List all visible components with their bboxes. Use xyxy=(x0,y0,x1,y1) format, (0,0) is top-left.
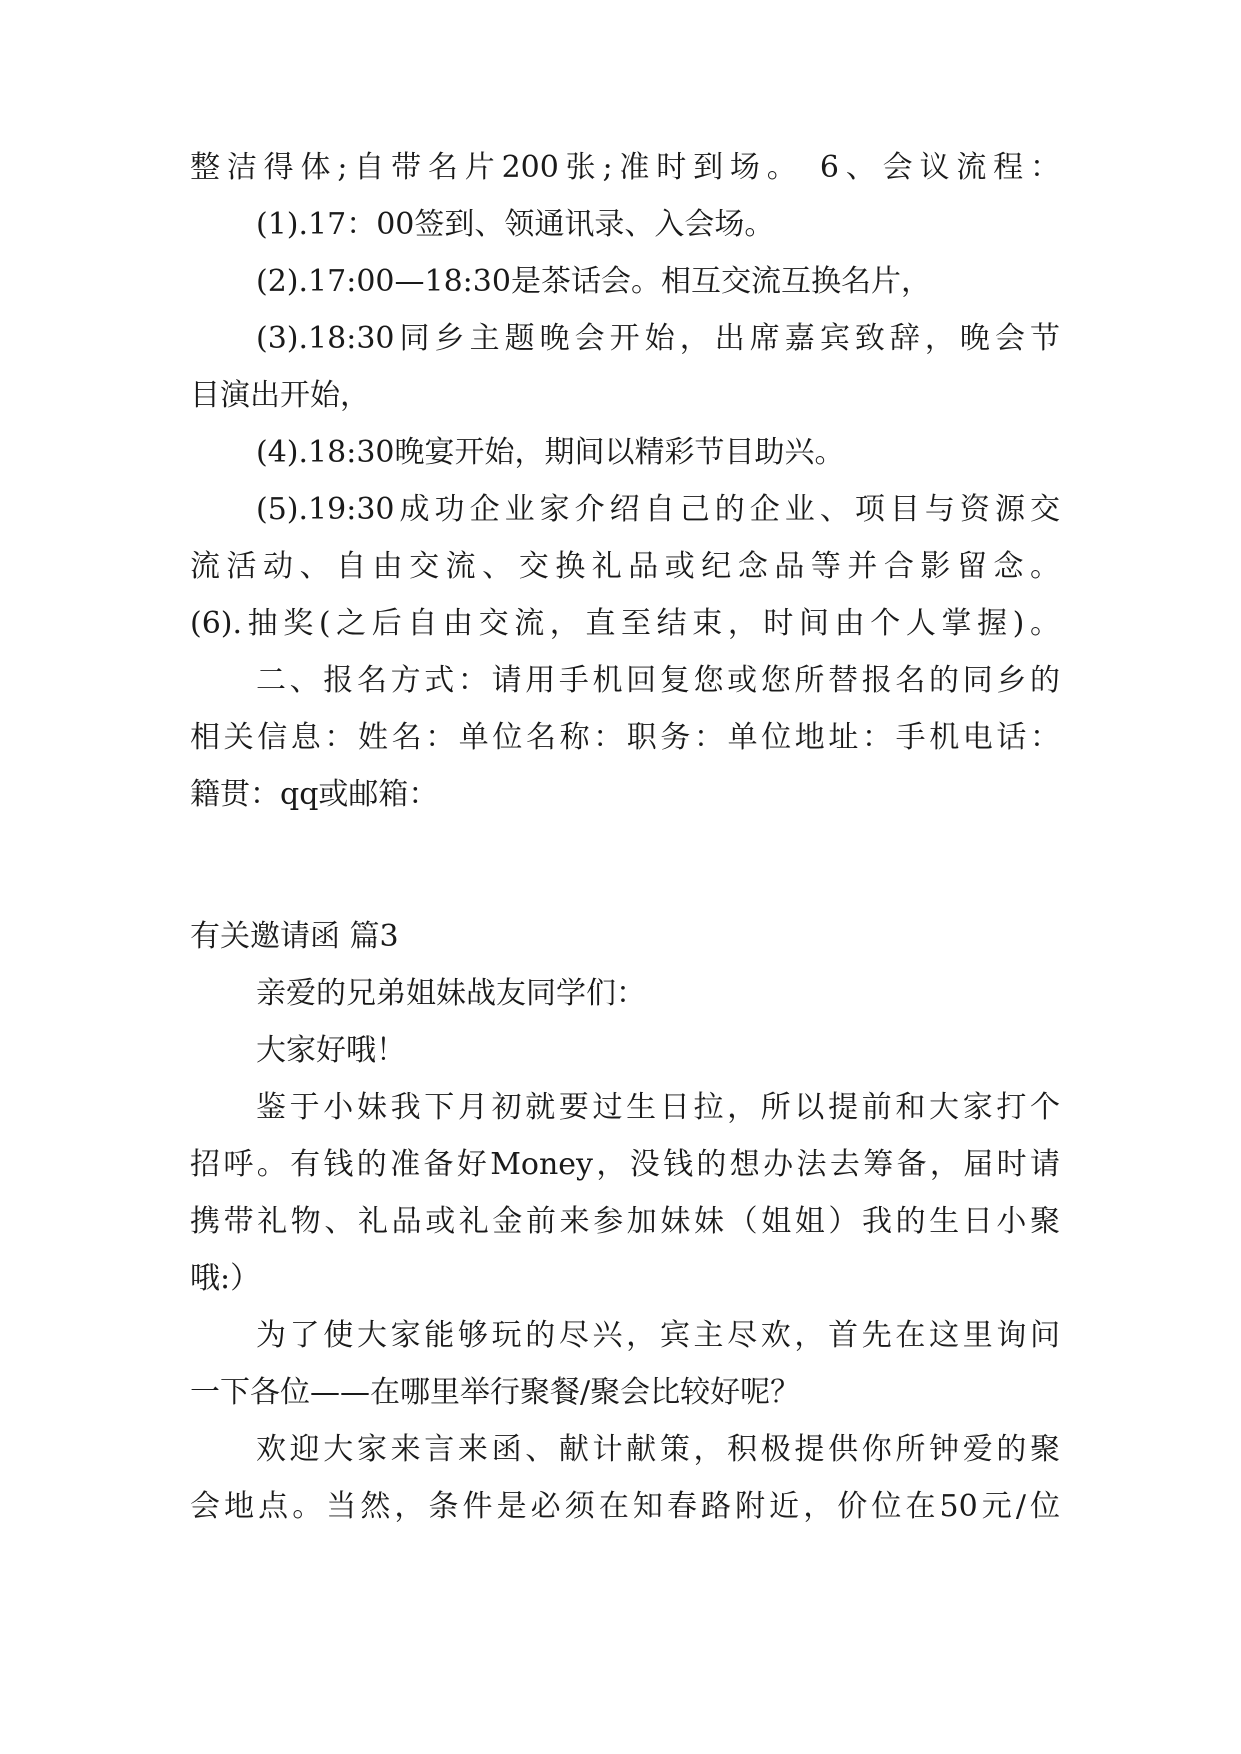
text-line: 整洁得体;自带名片200张;准时到场。 6、会议流程： xyxy=(190,150,1060,185)
text-line: 目演出开始， xyxy=(190,378,370,413)
section-heading: 有关邀请函 篇3 xyxy=(190,919,399,954)
text-line: 亲爱的兄弟姐妹战友同学们： xyxy=(256,976,646,1011)
text-line: 携带礼物、礼品或礼金前来参加妹妹（姐姐）我的生日小聚 xyxy=(190,1204,1060,1239)
text-line: 欢迎大家来言来函、献计献策，积极提供你所钟爱的聚 xyxy=(256,1432,1060,1467)
text-line: 会地点。当然，条件是必须在知春路附近，价位在50元/位 xyxy=(190,1489,1060,1524)
text-line: 一下各位——在哪里举行聚餐/聚会比较好呢？ xyxy=(190,1375,801,1410)
text-line: (2).17:00—18:30是茶话会。相互交流互换名片， xyxy=(256,264,931,299)
text-line: 相关信息：姓名：单位名称：职务：单位地址：手机电话： xyxy=(190,720,1060,755)
text-line: 哦:） xyxy=(190,1261,261,1296)
text-line: 流活动、自由交流、交换礼品或纪念品等并合影留念。 xyxy=(190,549,1060,584)
text-line: 大家好哦！ xyxy=(256,1033,406,1068)
text-line: (3).18:30同乡主题晚会开始，出席嘉宾致辞，晚会节 xyxy=(256,321,1060,356)
text-line: 为了使大家能够玩的尽兴，宾主尽欢，首先在这里询问 xyxy=(256,1318,1060,1353)
text-line: 籍贯：qq或邮箱： xyxy=(190,777,439,812)
text-line: 二、报名方式：请用手机回复您或您所替报名的同乡的 xyxy=(256,663,1060,698)
text-line: (5).19:30成功企业家介绍自己的企业、项目与资源交 xyxy=(256,492,1060,527)
text-line: (1).17：00签到、领通讯录、入会场。 xyxy=(256,207,775,242)
text-line: (6).抽奖(之后自由交流，直至结束，时间由个人掌握)。 xyxy=(190,606,1060,641)
text-line: 鉴于小妹我下月初就要过生日拉，所以提前和大家打个 xyxy=(256,1090,1060,1125)
text-line: (4).18:30晚宴开始，期间以精彩节目助兴。 xyxy=(256,435,845,470)
text-line: 招呼。有钱的准备好Money，没钱的想办法去筹备，届时请 xyxy=(190,1147,1060,1182)
